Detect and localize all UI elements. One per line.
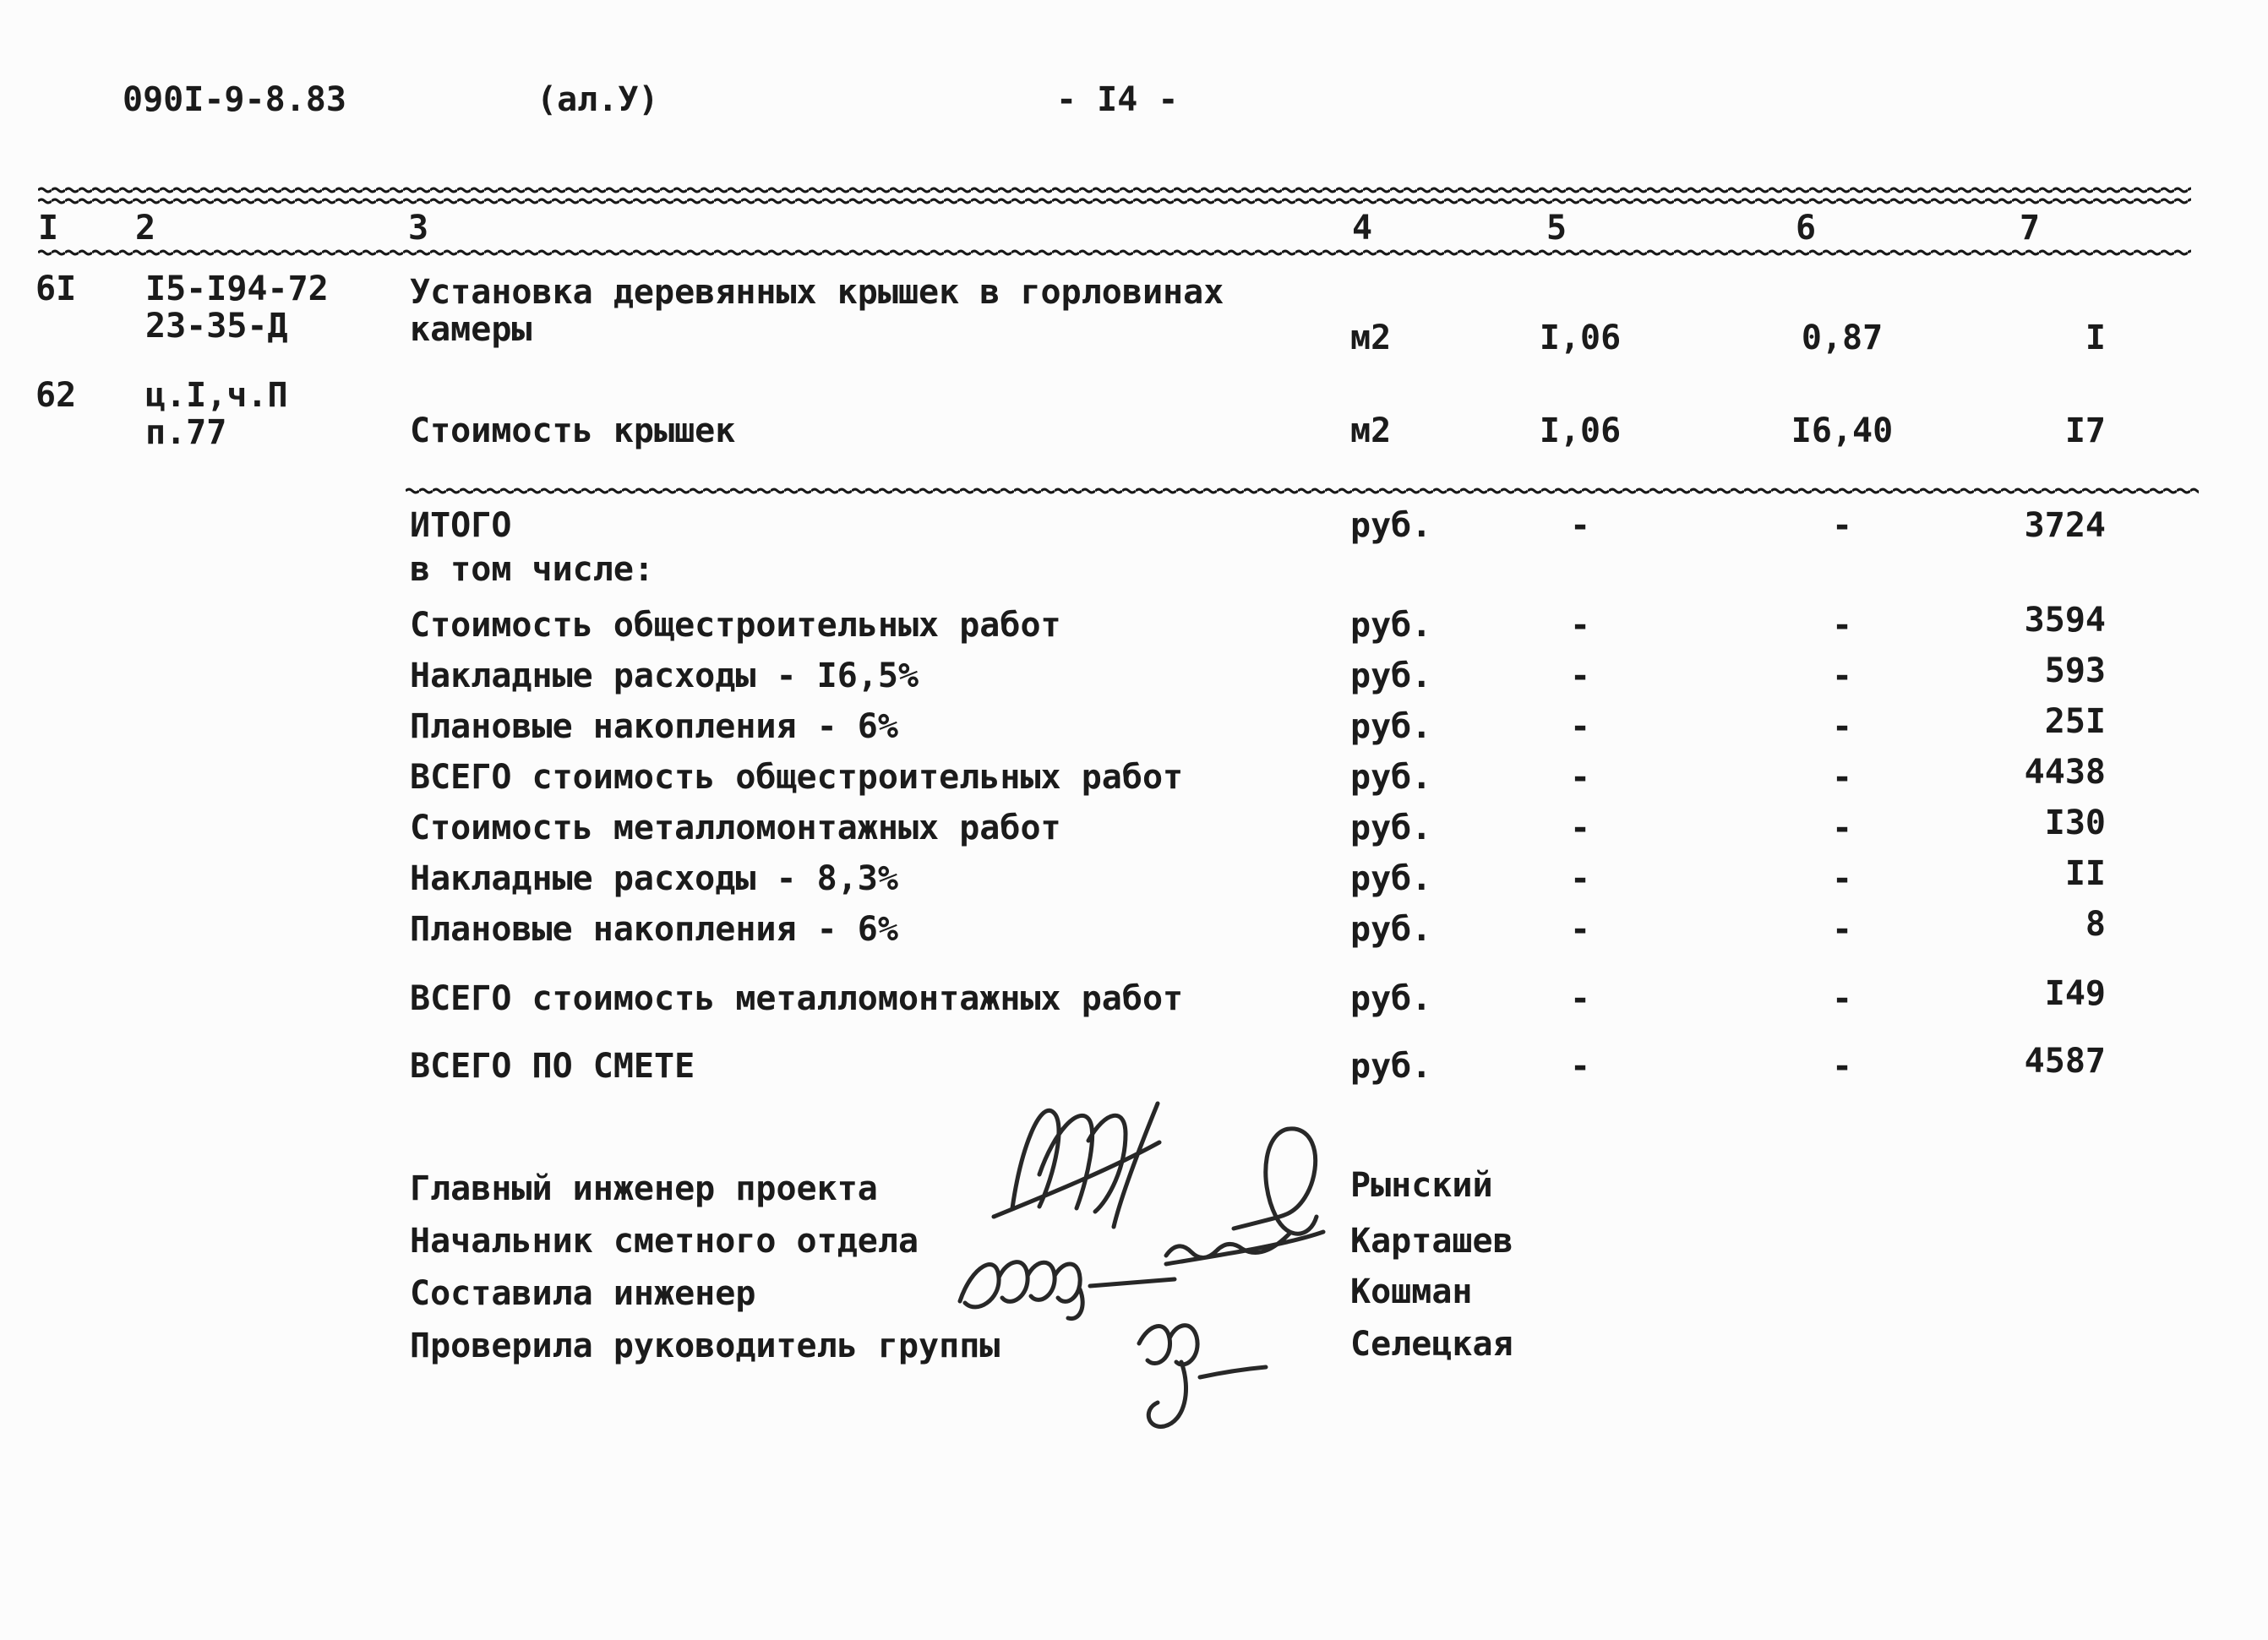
- col-header-5: 5: [1546, 209, 1567, 248]
- table-top-border-line-1: [38, 186, 2191, 194]
- doc-number: 090I-9-8.83: [123, 80, 346, 119]
- signature-role: Главный инженер проекта: [410, 1169, 878, 1208]
- item-reference: ц.I,ч.П: [145, 376, 288, 415]
- col-header-3: 3: [408, 209, 429, 248]
- item-unit-cost: I6,40: [1791, 411, 1894, 450]
- summary-dash: -: [1831, 606, 1853, 645]
- signature-name: Селецкая: [1350, 1325, 1513, 1364]
- summary-dash: -: [1831, 657, 1853, 695]
- summary-dash: -: [1569, 1047, 1591, 1086]
- summary-label: в том числе:: [410, 550, 654, 589]
- summary-unit: руб.: [1350, 910, 1432, 949]
- item-total: I7: [2064, 411, 2106, 450]
- signature-estimate-head: [1166, 1129, 1323, 1264]
- signature-role: Проверила руководитель группы: [410, 1327, 1000, 1365]
- summary-unit: руб.: [1350, 606, 1432, 645]
- signature-role: Составила инженер: [410, 1274, 756, 1313]
- summary-total: 4438: [2024, 753, 2106, 792]
- summary-unit: руб.: [1350, 657, 1432, 695]
- summary-total: I49: [2044, 974, 2106, 1013]
- summary-total: I30: [2044, 804, 2106, 842]
- summary-dash: -: [1831, 1047, 1853, 1086]
- table-top-border-line-2: [38, 197, 2191, 205]
- summary-dash: -: [1831, 979, 1853, 1018]
- summary-dash: -: [1569, 758, 1591, 797]
- summary-total: 3594: [2024, 601, 2106, 640]
- item-quantity: I,06: [1539, 319, 1622, 357]
- summary-unit: руб.: [1350, 758, 1432, 797]
- summary-label: Плановые накопления - 6%: [410, 707, 898, 746]
- signature-role: Начальник сметного отдела: [410, 1222, 919, 1261]
- summary-dash: -: [1831, 506, 1853, 545]
- summary-unit: руб.: [1350, 707, 1432, 746]
- summary-label: Накладные расходы - 8,3%: [410, 859, 898, 898]
- summary-total: 593: [2044, 651, 2106, 690]
- summary-label: Плановые накопления - 6%: [410, 910, 898, 949]
- summary-dash: -: [1831, 910, 1853, 949]
- item-number: 6I: [35, 270, 77, 308]
- signature-chief-engineer: [994, 1103, 1159, 1227]
- col-header-1: I: [38, 209, 59, 248]
- summary-dash: -: [1569, 606, 1591, 645]
- summary-total: 3724: [2024, 506, 2106, 545]
- col-header-4: 4: [1352, 209, 1373, 248]
- summary-label: ВСЕГО стоимость металломонтажных работ: [410, 979, 1184, 1018]
- table-header-underline: [38, 248, 2191, 257]
- summary-unit: руб.: [1350, 859, 1432, 898]
- signature-name: Кошман: [1350, 1272, 1473, 1311]
- summary-dash: -: [1831, 707, 1853, 746]
- summary-dash: -: [1569, 707, 1591, 746]
- signature-name: Карташев: [1350, 1222, 1513, 1261]
- item-reference: I5-I94-72: [145, 270, 329, 308]
- album-code: (ал.У): [537, 80, 659, 119]
- summary-dash: -: [1569, 910, 1591, 949]
- summary-dash: -: [1831, 809, 1853, 847]
- summary-unit: руб.: [1350, 979, 1432, 1018]
- item-unit-cost: 0,87: [1801, 319, 1884, 357]
- item-reference: п.77: [145, 413, 227, 452]
- summary-dash: -: [1569, 859, 1591, 898]
- summary-dash: -: [1569, 809, 1591, 847]
- summary-dash: -: [1831, 859, 1853, 898]
- summary-label: ВСЕГО ПО СМЕТЕ: [410, 1047, 695, 1086]
- summary-dash: -: [1569, 979, 1591, 1018]
- item-total: I: [2085, 319, 2106, 357]
- summary-label: ВСЕГО стоимость общестроительных работ: [410, 758, 1184, 797]
- col-header-7: 7: [2020, 209, 2041, 248]
- summary-total: 25I: [2044, 702, 2106, 741]
- summary-label: ИТОГО: [410, 506, 512, 545]
- signature-engineer: [960, 1262, 1175, 1319]
- item-number: 62: [35, 376, 77, 415]
- item-description: Установка деревянных крышек в горловинах камеры: [410, 273, 1224, 349]
- summary-unit: руб.: [1350, 809, 1432, 847]
- item-description: Стоимость крышек: [410, 411, 736, 450]
- summary-total: 4587: [2024, 1042, 2106, 1081]
- handwritten-signatures: [913, 1090, 1420, 1462]
- summary-total: II: [2064, 854, 2106, 893]
- item-unit: м2: [1350, 319, 1392, 357]
- signature-group-leader: [1139, 1326, 1266, 1427]
- summary-total: 8: [2085, 905, 2106, 944]
- item-quantity: I,06: [1539, 411, 1622, 450]
- item-reference: 23-35-Д: [145, 307, 288, 346]
- summary-dash: -: [1831, 758, 1853, 797]
- summary-unit: руб.: [1350, 1047, 1432, 1086]
- signature-name: Рынский: [1350, 1166, 1493, 1205]
- summary-label: Стоимость общестроительных работ: [410, 606, 1061, 645]
- summary-dash: -: [1569, 657, 1591, 695]
- page-number: - I4 -: [1056, 80, 1179, 119]
- col-header-6: 6: [1796, 209, 1817, 248]
- summary-label: Стоимость металломонтажных работ: [410, 809, 1061, 847]
- col-header-2: 2: [135, 209, 156, 248]
- summary-dash: -: [1569, 506, 1591, 545]
- table-summary-separator: [406, 487, 2199, 495]
- summary-label: Накладные расходы - I6,5%: [410, 657, 919, 695]
- summary-unit: руб.: [1350, 506, 1432, 545]
- item-unit: м2: [1350, 411, 1392, 450]
